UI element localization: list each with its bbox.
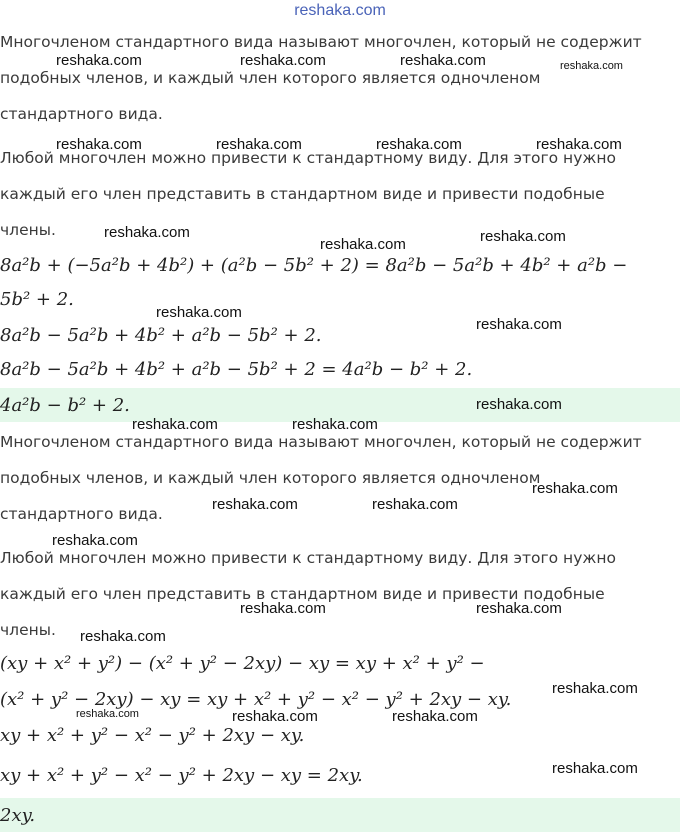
- watermark: reshaka.com: [552, 760, 638, 777]
- watermark: reshaka.com: [232, 708, 318, 725]
- watermark: reshaka.com: [476, 316, 562, 333]
- watermark: reshaka.com: [292, 416, 378, 433]
- watermark: reshaka.com: [476, 600, 562, 617]
- p1-step1-line1: 8a²b + (−5a²b + 4b²) + (a²b − 5b² + 2) = 8a²b − 5a²b + 4b² + a²b −: [0, 255, 628, 276]
- watermark: reshaka.com: [212, 496, 298, 513]
- definition-line-2-repeat: подобных членов, и каждый член которого является одночленом: [0, 469, 541, 487]
- watermark: reshaka.com: [536, 136, 622, 153]
- watermark: reshaka.com: [480, 228, 566, 245]
- method-line-2-repeat: каждый его член представить в стандартном виде и привести подобные: [0, 585, 605, 603]
- watermark: reshaka.com: [156, 304, 242, 321]
- watermark: reshaka.com: [56, 136, 142, 153]
- watermark: reshaka.com: [376, 136, 462, 153]
- watermark: reshaka.com: [372, 496, 458, 513]
- watermark: reshaka.com: [240, 600, 326, 617]
- definition-line-3: стандартного вида.: [0, 105, 163, 123]
- watermark: reshaka.com: [320, 236, 406, 253]
- watermark: reshaka.com: [80, 628, 166, 645]
- p2-step2-grouped: xy + x² + y² − x² − y² + 2xy − xy.: [0, 725, 305, 746]
- watermark: reshaka.com: [392, 708, 478, 725]
- definition-line-1-repeat: Многочленом стандартного вида называют многочлен, который не содержит: [0, 433, 642, 451]
- p2-answer-band: [0, 798, 680, 832]
- definition-line-3-repeat: стандартного вида.: [0, 505, 163, 523]
- watermark: reshaka.com: [104, 224, 190, 241]
- p1-step3-simplified: 8a²b − 5a²b + 4b² + a²b − 5b² + 2 = 4a²b − b² + 2.: [0, 359, 473, 380]
- p1-step1-line2: 5b² + 2.: [0, 289, 74, 310]
- watermark: reshaka.com: [56, 52, 142, 69]
- method-line-3: члены.: [0, 221, 56, 239]
- p2-step1-line1: (xy + x² + y²) − (x² + y² − 2xy) − xy = xy + x² + y² −: [0, 653, 485, 674]
- definition-line-1: Многочленом стандартного вида называют многочлен, который не содержит: [0, 33, 642, 51]
- method-line-2: каждый его член представить в стандартном виде и привести подобные: [0, 185, 605, 203]
- definition-line-2: подобных членов, и каждый член которого является одночленом: [0, 69, 541, 87]
- p1-step2-grouped: 8a²b − 5a²b + 4b² + a²b − 5b² + 2.: [0, 325, 322, 346]
- watermark: reshaka.com: [476, 396, 562, 413]
- method-line-1-repeat: Любой многочлен можно привести к стандартному виду. Для этого нужно: [0, 549, 616, 567]
- p2-step3-simplified: xy + x² + y² − x² − y² + 2xy − xy = 2xy.: [0, 765, 363, 786]
- watermark: reshaka.com: [132, 416, 218, 433]
- watermark: reshaka.com: [560, 60, 623, 72]
- watermark: reshaka.com: [52, 532, 138, 549]
- method-line-1: Любой многочлен можно привести к стандартному виду. Для этого нужно: [0, 149, 616, 167]
- watermark: reshaka.com: [532, 480, 618, 497]
- method-line-3-repeat: члены.: [0, 621, 56, 639]
- watermark: reshaka.com: [216, 136, 302, 153]
- watermark: reshaka.com: [76, 708, 139, 720]
- watermark: reshaka.com: [400, 52, 486, 69]
- watermark: reshaka.com: [552, 680, 638, 697]
- p2-answer: 2xy.: [0, 805, 36, 826]
- p2-step1-line2: (x² + y² − 2xy) − xy = xy + x² + y² − x² − y² + 2xy − xy.: [0, 689, 512, 710]
- p1-answer: 4a²b − b² + 2.: [0, 395, 130, 416]
- watermark: reshaka.com: [240, 52, 326, 69]
- site-header: [0, 0, 680, 24]
- site-logo-link[interactable]: reshaka.com: [294, 2, 386, 19]
